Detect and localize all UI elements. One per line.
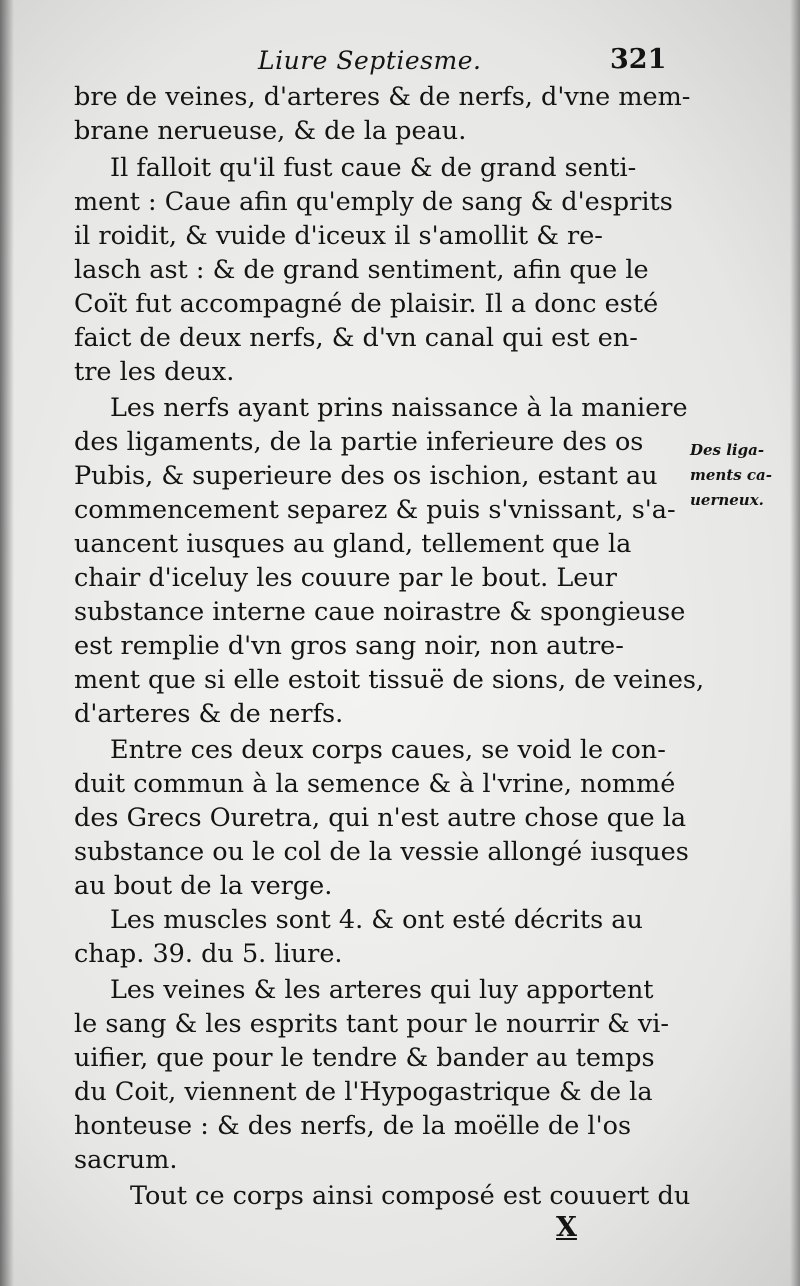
- text-line: substance ou le col de la vessie allongé iusques: [74, 837, 689, 867]
- marginal-note-line: uerneux.: [690, 491, 764, 509]
- text-line: au bout de la verge.: [74, 871, 333, 901]
- running-header: Liure Septiesme.: [258, 46, 482, 75]
- text-line: faict de deux nerfs, & d'vn canal qui est en-: [74, 323, 638, 353]
- text-line: des Grecs Ouretra, qui n'est autre chose que la: [74, 803, 687, 833]
- marginal-note-line: ments ca-: [690, 466, 772, 484]
- text-line: Coït fut accompagné de plaisir. Il a donc esté: [74, 289, 659, 319]
- text-line: commencement separez & puis s'vnissant, s'a-: [74, 495, 676, 525]
- text-line: uancent iusques au gland, tellement que la: [74, 529, 632, 559]
- text-line: est remplie d'vn gros sang noir, non autre-: [74, 631, 624, 661]
- text-line: sacrum.: [74, 1145, 178, 1175]
- text-line: Tout ce corps ainsi composé est couuert du: [130, 1181, 691, 1211]
- text-line: tre les deux.: [74, 357, 235, 387]
- text-line: Entre ces deux corps caues, se void le con-: [110, 735, 666, 765]
- text-line: Les muscles sont 4. & ont esté décrits au: [110, 905, 643, 935]
- signature-mark: X: [556, 1212, 577, 1243]
- text-line: d'arteres & de nerfs.: [74, 699, 344, 729]
- text-line: ment que si elle estoit tissuë de sions, de veines,: [74, 665, 705, 695]
- text-line: duit commun à la semence & à l'vrine, nommé: [74, 769, 676, 799]
- text-line: chair d'iceluy les couure par le bout. Leur: [74, 563, 617, 593]
- text-line: le sang & les esprits tant pour le nourrir & vi-: [74, 1009, 670, 1039]
- text-line: lasch ast : & de grand sentiment, afin que le: [74, 255, 649, 285]
- text-line: Les nerfs ayant prins naissance à la maniere: [110, 393, 688, 423]
- text-line: Les veines & les arteres qui luy apportent: [110, 975, 654, 1005]
- text-line: chap. 39. du 5. liure.: [74, 939, 343, 969]
- text-line: Il falloit qu'il fust caue & de grand senti-: [110, 153, 637, 183]
- marginal-note-line: Des liga-: [690, 441, 765, 459]
- text-line: brane nerueuse, & de la peau.: [74, 116, 467, 146]
- page-edge-shadow-right: [790, 0, 800, 1286]
- text-line: du Coit, viennent de l'Hypogastrique & de la: [74, 1077, 653, 1107]
- text-line: Pubis, & superieure des os ischion, estant au: [74, 461, 658, 491]
- text-line: uifier, que pour le tendre & bander au temps: [74, 1043, 655, 1073]
- text-line: bre de veines, d'arteres & de nerfs, d'vne mem-: [74, 82, 691, 112]
- text-line: ment : Caue afin qu'emply de sang & d'esprits: [74, 187, 673, 217]
- page-number: 321: [610, 44, 667, 75]
- text-line: substance interne caue noirastre & spongieuse: [74, 597, 686, 627]
- text-line: honteuse : & des nerfs, de la moëlle de l'os: [74, 1111, 632, 1141]
- page-edge-shadow-left: [0, 0, 14, 1286]
- text-line: il roidit, & vuide d'iceux il s'amollit & re-: [74, 221, 603, 251]
- text-line: des ligaments, de la partie inferieure des os: [74, 427, 644, 457]
